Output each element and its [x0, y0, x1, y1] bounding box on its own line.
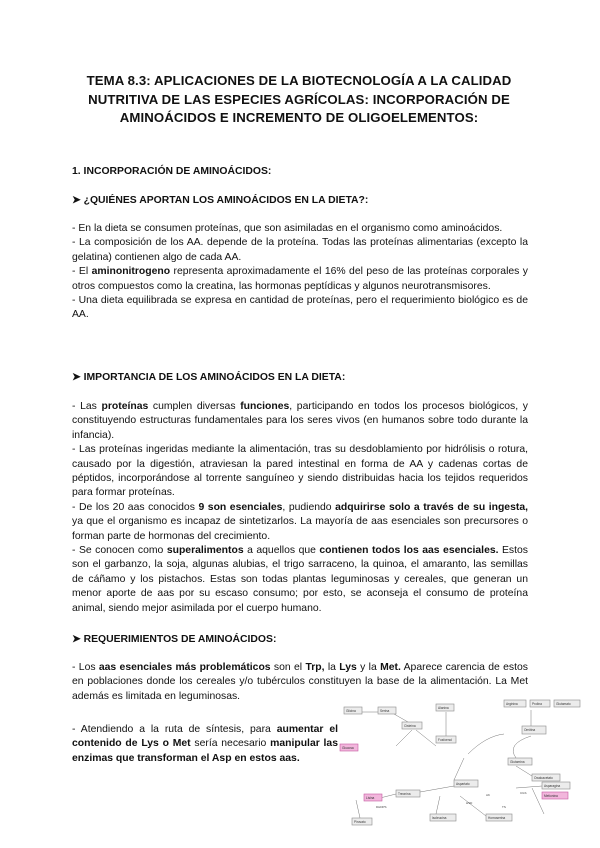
svg-text:Cisteína: Cisteína	[404, 724, 416, 728]
node-homoserina	[486, 814, 512, 821]
pathway-arrow	[416, 730, 436, 746]
node-lisina	[364, 794, 382, 801]
node-serina	[378, 707, 396, 714]
paragraph: - En la dieta se consumen proteínas, que son asimiladas en el organismo como aminoácidos.	[72, 223, 503, 234]
subheading-requerimientos: ➤ REQUERIMIENTOS DE AMINOÁCIDOS:	[72, 634, 277, 645]
node-alanina	[436, 704, 454, 711]
node-glucosa	[340, 744, 358, 751]
pathway-arrow	[396, 730, 412, 746]
svg-text:Glutamato: Glutamato	[556, 702, 571, 706]
paragraph: - De los 20 aas conocidos 9 son esenciales, pudiendo adquirirse solo a través de su ingesta, ya que el organismo es incapaz de sintetizarlos. La mayoría de aas esenciales son precursores o forman parte de hormonas del crecimiento.	[72, 501, 528, 542]
enzyme-label: TS	[502, 805, 506, 809]
svg-text:Prolina: Prolina	[532, 702, 542, 706]
node-prolina	[530, 700, 550, 707]
node-asparagina	[542, 782, 570, 789]
svg-text:Aspartato: Aspartato	[456, 782, 470, 786]
page-title: TEMA 8.3: APLICACIONES DE LA BIOTECNOLOGÍA A LA CALIDAD NUTRITIVA DE LAS ESPECIES AGRÍCOLAS: INCORPORACIÓN DE AMINOÁCIDOS E INCREMENTO DE OLIGOELEMENTOS:	[86, 73, 512, 125]
svg-text:Glicina: Glicina	[346, 709, 356, 713]
svg-text:Arginina: Arginina	[506, 702, 518, 706]
section-heading-1: 1. INCORPORACIÓN DE AMINOÁCIDOS:	[72, 166, 272, 177]
node-piruvato	[352, 818, 372, 825]
text-block-quienes	[72, 222, 528, 323]
paragraph: - Atendiendo a la ruta de síntesis, para aumentar el contenido de Lys o Met sería necesario manipular las enzimas que transforman el Asp en estos aas.	[72, 724, 338, 764]
enzyme-label: AK	[486, 793, 491, 797]
pathway-arrow	[436, 796, 440, 814]
paragraph: - Una dieta equilibrada se expresa en cantidad de proteínas, pero el requerimiento biológico es de AA.	[72, 295, 528, 321]
pathway-arrow	[468, 734, 504, 754]
pathway-arrow	[513, 736, 531, 758]
svg-text:Ornitina: Ornitina	[524, 728, 536, 732]
paragraph: - Los aas esenciales más problemáticos son el Trp, la Lys y la Met. Aparece carencia de estos en poblaciones donde los cereales y/o tubérculos constituyen la base de la alimentación. La Met además es limitada en leguminosas.	[72, 662, 528, 702]
node-oxaloacetato	[532, 774, 560, 781]
enzyme-label: CGS	[520, 791, 527, 795]
svg-text:Isoleucina: Isoleucina	[432, 816, 447, 820]
node-cisteina	[402, 722, 422, 729]
paragraph: - Las proteínas cumplen diversas funciones, participando en todos los procesos biológicos, y constituyendo estructuras fundamentales para los seres vivos (en humanos sobre todo durante la infancia).	[72, 401, 528, 441]
enzyme-label: DHDPS	[376, 805, 387, 809]
svg-text:Lisina: Lisina	[366, 796, 375, 800]
text-block-requerimientos-ruta	[72, 723, 338, 766]
node-fosfoenol	[436, 736, 456, 743]
node-glutamina	[508, 758, 532, 765]
node-glutamato	[554, 700, 580, 707]
subheading-quienes-aportan: ➤ ¿QUIÉNES APORTAN LOS AMINOÁCIDOS EN LA DIETA?:	[72, 195, 369, 206]
subheading-importancia: ➤ IMPORTANCIA DE LOS AMINOÁCIDOS EN LA DIETA:	[72, 372, 346, 383]
svg-text:Piruvato: Piruvato	[354, 820, 366, 824]
pathway-arrow	[516, 786, 542, 788]
pathway-arrow	[420, 786, 454, 792]
pathway-arrow	[516, 766, 532, 776]
node-treonina	[396, 790, 420, 797]
pathway-arrow	[356, 800, 360, 818]
svg-text:Treonina: Treonina	[398, 792, 411, 796]
svg-text:Asparagina: Asparagina	[544, 784, 561, 788]
pathway-arrow	[394, 714, 408, 722]
svg-text:Fosfoenol: Fosfoenol	[438, 738, 452, 742]
svg-text:Glutamina: Glutamina	[510, 760, 525, 764]
paragraph: - Las proteínas ingeridas mediante la alimentación, tras su desdoblamiento por hidrólisis o rotura, causado por la digestión, atraviesan la pared intestinal en forma de AA y cadenas cortas de péptidos, incorporándose al torrente sanguíneo y siendo distribuidas hacia los tejidos requeridos para formar proteínas.	[72, 444, 528, 499]
svg-text:Metionina: Metionina	[544, 794, 558, 798]
node-arginina	[504, 700, 526, 707]
svg-text:Glucosa: Glucosa	[342, 746, 354, 750]
enzyme-label: HSD	[466, 801, 473, 805]
node-ornitina	[522, 726, 546, 734]
paragraph: - El aminonitrogeno representa aproximadamente el 16% del peso de las proteínas corporales y otros compuestos como la creatina, las hormonas peptídicas y algunos neurotransmisores.	[72, 266, 528, 292]
paragraph: - La composición de los AA. depende de la proteína. Todas las proteínas alimentarias (excepto la gelatina) contienen algo de cada AA.	[72, 237, 528, 263]
pathway-arrow	[454, 758, 464, 780]
text-block-importancia	[72, 400, 528, 616]
pathway-arrow	[460, 796, 486, 816]
node-metionina	[542, 792, 568, 799]
amino-acid-pathway-diagram	[336, 696, 588, 832]
svg-text:Oxaloacetato: Oxaloacetato	[534, 776, 553, 780]
paragraph: - Se conocen como superalimentos a aquellos que contienen todos los aas esenciales. Estos son el garbanzo, la soja, algunas alubias, el trigo sarraceno, la quinoa, el amaranto, las semillas de cáñamo y los pistachos. Estas son todas plantas leguminosas y cereales, que generan un menor aporte de aas por su escaso consumo; por esto, se aconseja el consumo de proteína animal, siendo mejor asimilada por el cuerpo humano.	[72, 545, 528, 614]
pathway-svg	[336, 696, 588, 832]
svg-text:Serina: Serina	[380, 709, 390, 713]
node-glicina	[344, 707, 362, 714]
svg-text:Homoserina: Homoserina	[488, 816, 506, 820]
node-aspartato	[454, 780, 478, 787]
node-isoleucina	[430, 814, 456, 821]
svg-text:Alanina: Alanina	[438, 706, 449, 710]
